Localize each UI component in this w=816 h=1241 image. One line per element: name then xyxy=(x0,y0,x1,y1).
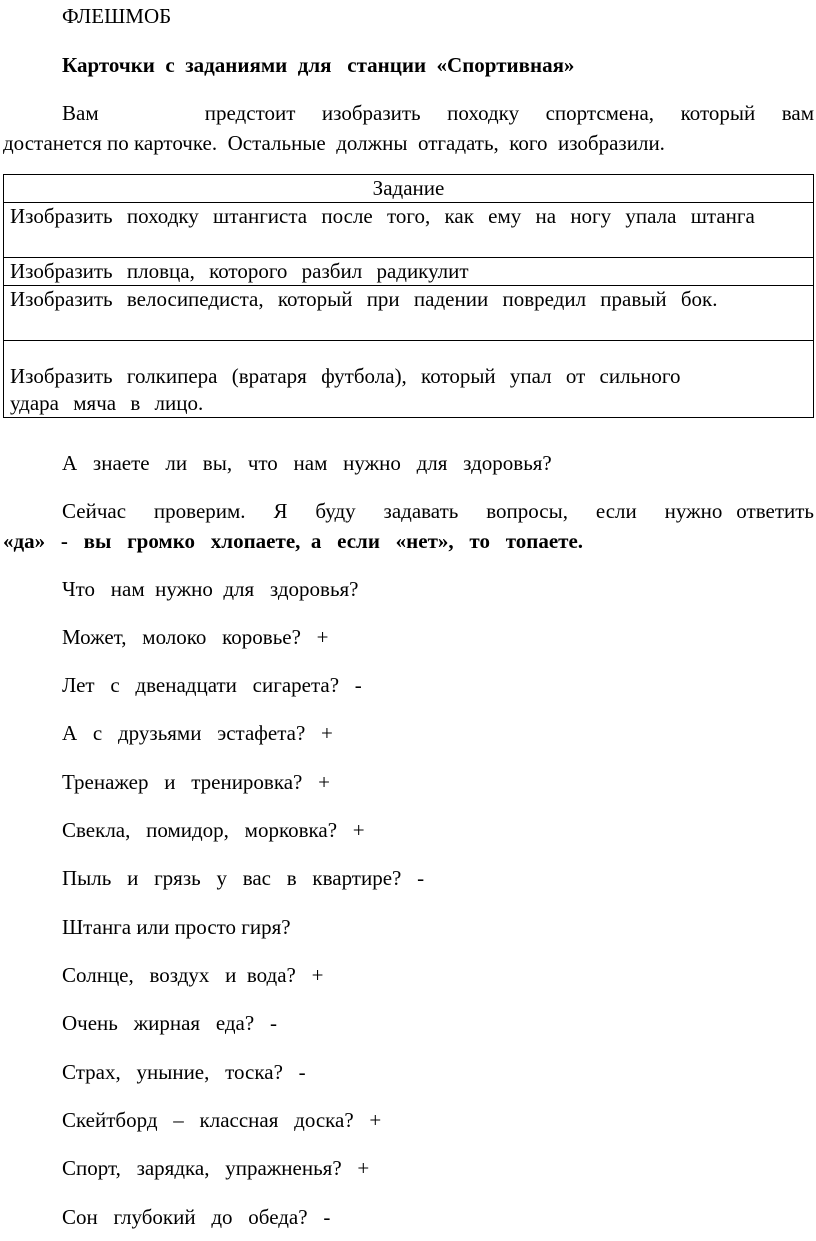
check-line-1: Сейчас проверим. Я буду задавать вопросы, если нужно ответить xyxy=(62,499,814,523)
cards-title: Карточки с заданиями для станции «Спортивная» xyxy=(62,53,575,77)
verse-line: Солнце, воздух и вода? + xyxy=(62,963,324,987)
table-row xyxy=(4,203,814,258)
check-line-2: «да» - вы громко хлопаете, а если «нет», то топаете. xyxy=(3,529,584,553)
verse-line: Пыль и грязь у вас в квартире? - xyxy=(62,866,425,890)
tasks-table xyxy=(3,174,814,418)
verse-line: Свекла, помидор, морковка? + xyxy=(62,818,365,842)
intro-line-2: достанется по карточке. Остальные должны отгадать, кого изобразили. xyxy=(3,131,665,155)
verse-line: Страх, уныние, тоска? - xyxy=(62,1060,306,1084)
verse-line: Что нам нужно для здоровья? xyxy=(62,577,359,601)
verse-line: Штанга или просто гиря? xyxy=(62,915,291,939)
verse-line: Лет с двенадцати сигарета? - xyxy=(62,673,362,697)
table-row xyxy=(4,286,814,341)
table-row xyxy=(4,341,814,418)
table-header-row xyxy=(4,175,814,203)
verse-line: А с друзьями эстафета? + xyxy=(62,721,333,745)
table-header-cell: Задание xyxy=(4,175,814,203)
verse-line: Может, молоко коровье? + xyxy=(62,625,329,649)
table-cell: Изобразить голкипера (вратаря футбола), который упал от сильного удара мяча в лицо. xyxy=(4,341,814,418)
verse-line: Скейтборд – классная доска? + xyxy=(62,1108,382,1132)
intro-line-1: Вам предстоит изобразить походку спортсмена, который вам xyxy=(62,101,814,125)
verse-line: Спорт, зарядка, упражненья? + xyxy=(62,1156,370,1180)
question-intro: А знаете ли вы, что нам нужно для здоровья? xyxy=(62,451,552,475)
table-cell: Изобразить велосипедиста, который при падении повредил правый бок. xyxy=(4,286,814,341)
table-cell: Изобразить пловца, которого разбил радикулит xyxy=(4,258,814,286)
table-cell: Изобразить походку штангиста после того, как ему на ногу упала штанга xyxy=(4,203,814,258)
verse-line: Сон глубокий до обеда? - xyxy=(62,1205,331,1229)
verse-line: Тренажер и тренировка? + xyxy=(62,770,330,794)
flashmob-heading: ФЛЕШМОБ xyxy=(62,4,172,28)
table-row xyxy=(4,258,814,286)
verse-line: Очень жирная еда? - xyxy=(62,1011,277,1035)
